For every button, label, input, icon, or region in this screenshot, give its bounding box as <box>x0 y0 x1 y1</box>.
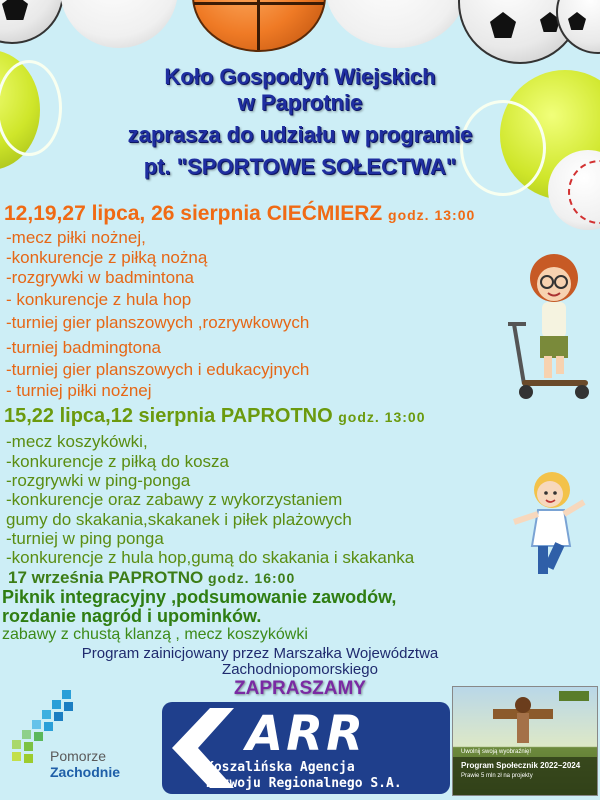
section1-dates: 12,19,27 lipca, 26 sierpnia <box>4 202 261 225</box>
section1-item: -mecz piłki nożnej, <box>6 228 146 247</box>
spolecznik-line-1: Uwolnij swoją wyobraźnię! <box>461 749 532 755</box>
logo-pz-line2: Zachodnie <box>50 764 121 780</box>
header-line-3: zaprasza do udziału w programie <box>127 122 473 147</box>
basketball-icon <box>192 0 326 52</box>
soccer-ball-icon <box>0 0 64 44</box>
program-line-1: Program zainicjowany przez Marszałka Województwa <box>81 645 439 662</box>
section1-item: -konkurencje z piłką nożną <box>6 248 208 267</box>
program-spolecznik-poster <box>452 686 598 796</box>
section3-heading <box>8 568 295 588</box>
section2-place: PAPROTNO <box>220 405 333 427</box>
section3-place: PAPROTNO <box>108 568 204 587</box>
program-line-2: Zachodniopomorskiego <box>222 661 378 678</box>
section2-time: godz. 13:00 <box>338 409 426 425</box>
section2-item: -konkurencje z piłką do kosza <box>6 452 230 471</box>
section1-place: CIEĆMIERZ <box>266 202 383 225</box>
arr-name-line-2: Rozwoju Regionalnego S.A. <box>206 776 402 791</box>
child-aviator-illustration <box>453 687 597 757</box>
section2-dates: 15,22 lipca,12 sierpnia <box>4 405 216 427</box>
section2-item: gumy do skakania,skakanek i piłek plażowych <box>6 510 352 529</box>
section2-item: -mecz koszykówki, <box>6 432 148 451</box>
section1-item: -turniej gier planszowych i edukacyjnych <box>6 360 310 379</box>
girl-scooter-illustration <box>506 252 596 402</box>
girl-running-illustration <box>494 466 594 586</box>
section1-item: - konkurencje z hula hop <box>6 290 192 309</box>
spolecznik-line-2: Program Społecznik 2022–2024 <box>461 761 581 770</box>
section1-item: -turniej badmingtona <box>6 338 161 357</box>
section3-time: godz. 16:00 <box>208 570 296 586</box>
section1-time: godz. 13:00 <box>388 207 476 223</box>
section1-heading <box>4 202 475 226</box>
section1-item: -turniej gier planszowych ,rozrywkowych <box>6 313 310 332</box>
section3-dates: 17 września <box>8 568 104 587</box>
arr-name-line-1: Koszalińska Agencja <box>206 760 355 775</box>
header-line-4: pt. "SPORTOWE SOŁECTWA" <box>143 154 457 179</box>
baseball-icon <box>326 0 466 48</box>
zapraszamy-heading: ZAPRASZAMY <box>234 678 366 699</box>
section1-item: - turniej piłki nożnej <box>6 381 152 400</box>
section2-item: -rozgrywki w ping-ponga <box>6 471 191 490</box>
spolecznik-line-3: Prawie 5 mln zł na projekty <box>461 773 533 779</box>
section3-line-1: Piknik integracyjny ,podsumowanie zawodów, <box>2 587 397 607</box>
section1-item: -rozgrywki w badmintona <box>6 268 195 287</box>
header-line-1: Koło Gospodyń Wiejskich <box>164 64 436 89</box>
section3-line-2: rozdanie nagród i upominków. <box>2 606 262 626</box>
section2-item: -konkurencje oraz zabawy z wykorzystaniem <box>6 490 343 509</box>
section2-item: -konkurencje z hula hop,gumą do skakania i skakanka <box>6 548 415 567</box>
section3-line-3: zabawy z chustą klanzą , mecz koszykówki <box>2 626 308 643</box>
section2-heading <box>4 405 425 428</box>
header-line-2: w Paprotnie <box>237 90 363 115</box>
baseball-icon <box>60 0 178 48</box>
section2-item: -turniej w ping ponga <box>6 529 164 548</box>
logo-pz-line1: Pomorze <box>50 748 107 764</box>
arr-logo <box>162 702 450 794</box>
pomorze-zachodnie-logo <box>4 688 154 788</box>
arr-letters: ARR <box>246 706 367 762</box>
